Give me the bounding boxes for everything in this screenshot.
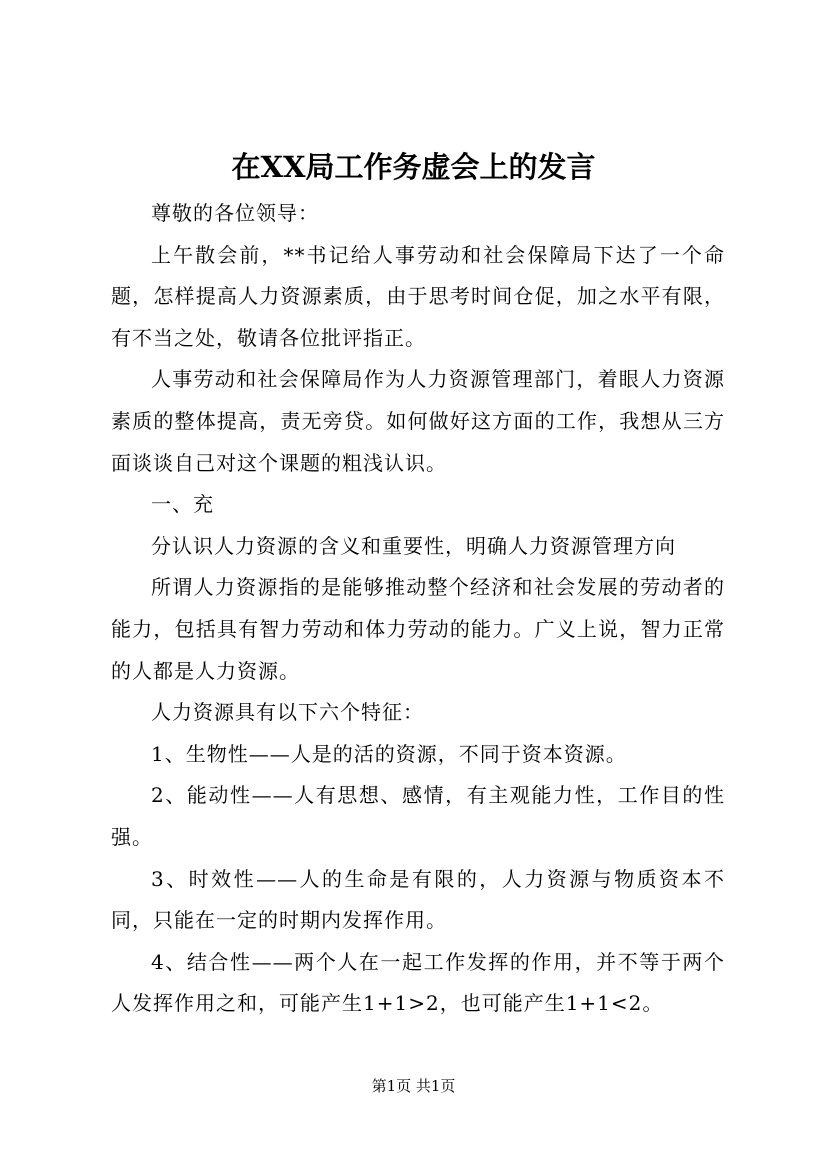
- body-paragraph: 上午散会前，**书记给人事劳动和社会保障局下达了一个命题，怎样提高人力资源素质，由于思考时间仓促，加之水平有限，有不当之处，敬请各位批评指正。: [111, 242, 725, 350]
- list-item: 2、能动性——人有思想、感情，有主观能力性，工作目的性强。: [111, 783, 725, 849]
- document-body: [111, 193, 725, 1025]
- page-number-footer: 第1页 共1页: [371, 1077, 456, 1095]
- list-item: 3、时效性——人的生命是有限的，人力资源与物质资本不同，只能在一定的时期内发挥作用。: [111, 866, 725, 933]
- section-heading-fragment: 一、充: [151, 492, 214, 517]
- body-paragraph: 人事劳动和社会保障局作为人力资源管理部门，着眼人力资源素质的整体提高，责无旁贷。如何做好这方面的工作，我想从三方面谈谈自己对这个课题的粗浅认识。: [111, 367, 725, 475]
- body-paragraph: 人力资源具有以下六个特征：: [151, 700, 424, 725]
- list-item: 4、结合性——两个人在一起工作发挥的作用，并不等于两个人发挥作用之和，可能产生1+1>2，也可能产生1+1<2。: [111, 949, 725, 1016]
- body-paragraph: 所谓人力资源指的是能够推动整个经济和社会发展的劳动者的能力，包括具有智力劳动和体力劳动的能力。广义上说，智力正常的人都是人力资源。: [111, 575, 725, 683]
- document-title: 在XX局工作务虚会上的发言: [231, 150, 596, 184]
- section-heading-continuation: 分认识人力资源的含义和重要性，明确人力资源管理方向: [151, 533, 676, 558]
- salutation-paragraph: 尊敬的各位领导：: [151, 201, 319, 225]
- list-item: 1、生物性——人是的活的资源，不同于资本资源。: [151, 741, 627, 766]
